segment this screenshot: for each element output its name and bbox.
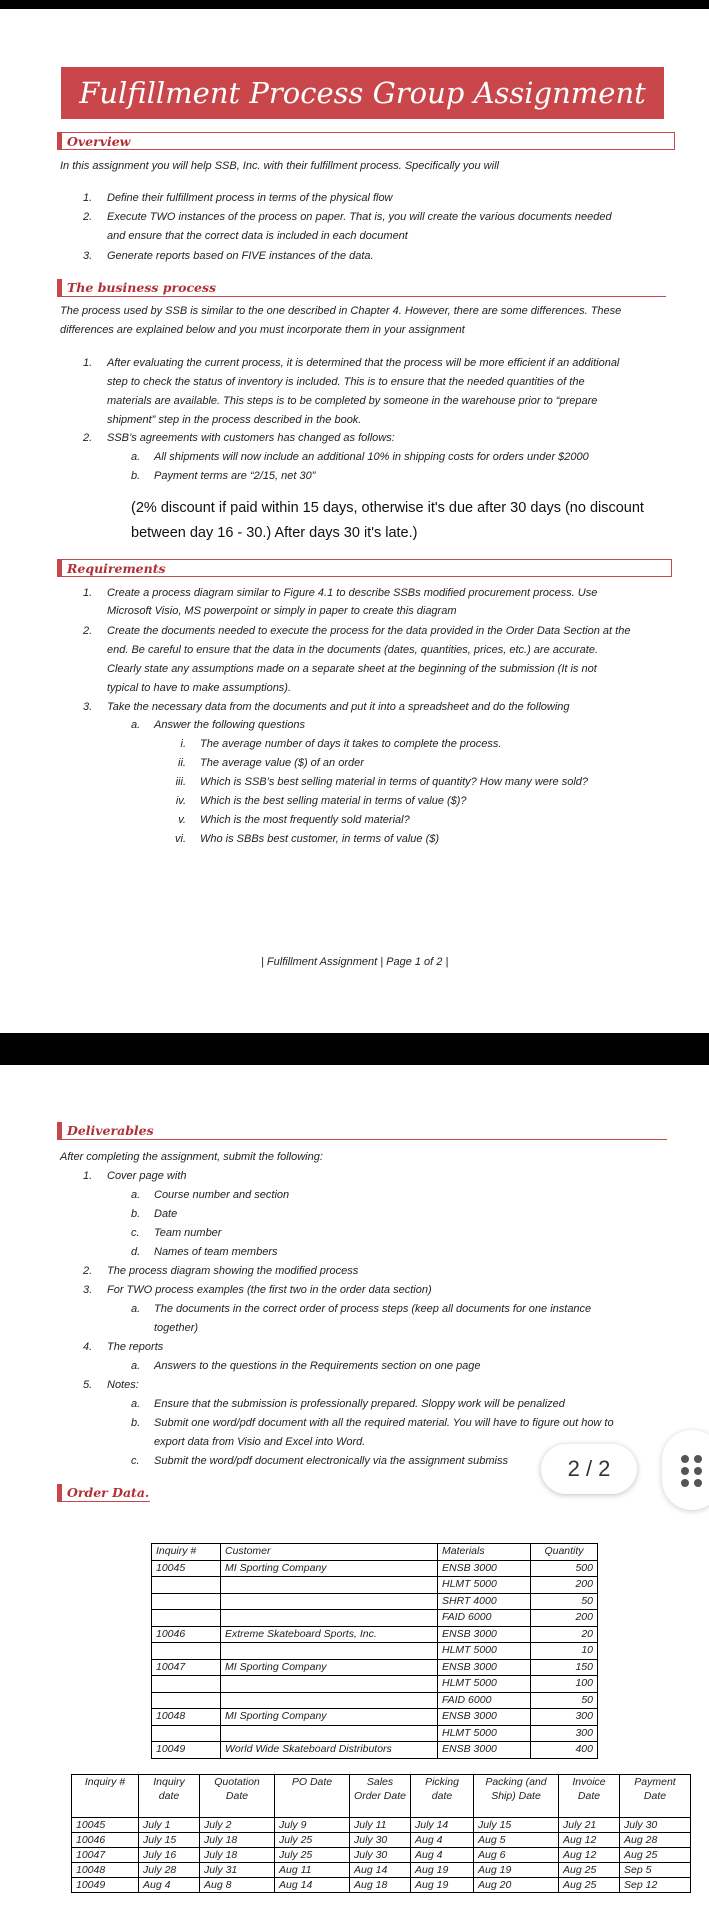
table-row: [152, 1626, 598, 1643]
table-cell: ENSB 3000: [438, 1659, 531, 1676]
table-row: [152, 1742, 598, 1759]
table-cell: [221, 1643, 438, 1660]
table-cell: ENSB 3000: [438, 1709, 531, 1726]
table-cell: 150: [531, 1659, 598, 1676]
table-cell: MI Sporting Company: [221, 1659, 438, 1676]
table-cell: Aug 18: [350, 1878, 411, 1893]
table-cell: 50: [531, 1692, 598, 1709]
list-letter: d.: [131, 1246, 141, 1258]
table-cell: Aug 19: [411, 1863, 474, 1878]
more-dot: [681, 1479, 689, 1487]
page-indicator: 2 / 2: [541, 1444, 637, 1494]
table-row: [152, 1560, 598, 1577]
table-cell: 10049: [72, 1878, 139, 1893]
list-item: end. Be careful to ensure that the data in the documents (dates, quantities, prices, etc.) are accurate.: [107, 644, 599, 656]
more-dot: [694, 1455, 702, 1463]
list-item: shipment” step in the process described in the book.: [107, 414, 362, 426]
list-letter: a.: [131, 719, 141, 731]
more-dot: [694, 1479, 702, 1487]
table-row: [152, 1659, 598, 1676]
top-bar: [0, 0, 709, 9]
order-table-header-cell: Customer: [221, 1544, 438, 1561]
more-dot: [681, 1467, 689, 1475]
table-cell: July 1: [139, 1818, 200, 1833]
list-item: Define their fulfillment process in terms of the physical flow: [107, 192, 393, 204]
list-item: export data from Visio and Excel into Word.: [154, 1436, 366, 1448]
list-number: 2.: [83, 1265, 93, 1277]
table-cell: July 9: [275, 1818, 350, 1833]
table-cell: Aug 8: [200, 1878, 275, 1893]
table-cell: Aug 19: [411, 1878, 474, 1893]
list-item: together): [154, 1322, 199, 1334]
dates-table-header-cell: Inquiry #: [72, 1775, 139, 1818]
table-cell: Aug 11: [275, 1863, 350, 1878]
table-cell: 300: [531, 1709, 598, 1726]
order-table-header-cell: Inquiry #: [152, 1544, 221, 1561]
table-cell: [221, 1725, 438, 1742]
question-number: iv.: [175, 795, 186, 807]
list-letter: a.: [131, 1360, 141, 1372]
dates-table-header-cell: Packing (and Ship) Date: [474, 1775, 559, 1818]
business-intro: The process used by SSB is similar to the one described in Chapter 4. However, there are some differences. These: [60, 305, 622, 317]
table-cell: 300: [531, 1725, 598, 1742]
table-row: [152, 1676, 598, 1693]
table-cell: 10045: [152, 1560, 221, 1577]
table-row: [72, 1863, 691, 1878]
list-item: Cover page with: [107, 1170, 187, 1182]
list-number: 3.: [83, 250, 93, 262]
table-cell: Aug 25: [620, 1848, 691, 1863]
list-item: step to check the status of inventory is included. This is to ensure that the needed quantities of the: [107, 376, 585, 388]
list-number: 1.: [83, 192, 93, 204]
section-order-data: Order Data.: [57, 1484, 150, 1502]
table-cell: ENSB 3000: [438, 1560, 531, 1577]
list-item: Payment terms are “2/15, net 30”: [154, 470, 316, 482]
table-row: [152, 1593, 598, 1610]
table-cell: [152, 1725, 221, 1742]
table-cell: July 21: [559, 1818, 620, 1833]
list-number: 3.: [83, 701, 93, 713]
overview-intro: In this assignment you will help SSB, Inc. with their fulfillment process. Specifically you will: [60, 160, 499, 172]
order-table: [151, 1543, 598, 1759]
table-cell: [152, 1593, 221, 1610]
section-deliverables: Deliverables: [57, 1122, 667, 1140]
list-item: The process diagram showing the modified process: [107, 1265, 359, 1277]
list-item: Team number: [154, 1227, 222, 1239]
table-cell: July 30: [350, 1833, 411, 1848]
page-footer: | Fulfillment Assignment | Page 1 of 2 |: [261, 956, 449, 968]
table-cell: July 18: [200, 1848, 275, 1863]
table-row: [152, 1725, 598, 1742]
table-cell: [152, 1577, 221, 1594]
table-cell: HLMT 5000: [438, 1577, 531, 1594]
question: The average value ($) of an order: [200, 757, 364, 769]
table-cell: Aug 14: [350, 1863, 411, 1878]
list-item: Names of team members: [154, 1246, 278, 1258]
dates-table-header-cell: PO Date: [275, 1775, 350, 1818]
list-item: Date: [154, 1208, 178, 1220]
list-item: Create the documents needed to execute the process for the data provided in the Order Data Section at the: [107, 625, 631, 637]
table-cell: [152, 1643, 221, 1660]
list-letter: a.: [131, 1189, 141, 1201]
table-cell: Aug 4: [139, 1878, 200, 1893]
question: Which is the most frequently sold material?: [200, 814, 410, 826]
table-row: [152, 1643, 598, 1660]
deliverables-intro: After completing the assignment, submit the following:: [60, 1151, 323, 1163]
table-cell: World Wide Skateboard Distributors: [221, 1742, 438, 1759]
table-row: [152, 1610, 598, 1627]
list-item: Submit the word/pdf document electronically via the assignment submiss: [154, 1455, 509, 1467]
table-row: [152, 1577, 598, 1594]
dates-table-header-cell: Payment Date: [620, 1775, 691, 1818]
table-cell: Extreme Skateboard Sports, Inc.: [221, 1626, 438, 1643]
table-cell: Aug 4: [411, 1848, 474, 1863]
dates-table-header-cell: Sales Order Date: [350, 1775, 411, 1818]
table-cell: SHRT 4000: [438, 1593, 531, 1610]
section-requirements: Requirements: [57, 559, 672, 577]
list-number: 2.: [83, 211, 93, 223]
list-item: Execute TWO instances of the process on paper. That is, you will create the various documents needed: [107, 211, 612, 223]
list-item: Answers to the questions in the Requirements section on one page: [154, 1360, 481, 1372]
table-cell: July 31: [200, 1863, 275, 1878]
more-options-button[interactable]: [662, 1430, 709, 1510]
dates-table-header: [72, 1775, 691, 1818]
table-cell: MI Sporting Company: [221, 1709, 438, 1726]
list-item: Create a process diagram similar to Figure 4.1 to describe SSBs modified procurement process. Use: [107, 587, 598, 599]
table-cell: July 2: [200, 1818, 275, 1833]
more-dot: [681, 1455, 689, 1463]
table-cell: Aug 19: [474, 1863, 559, 1878]
question: Which is SSB’s best selling material in terms of quantity? How many were sold?: [200, 776, 589, 788]
order-table-header: [152, 1544, 598, 1561]
list-letter: c.: [131, 1227, 140, 1239]
table-cell: July 11: [350, 1818, 411, 1833]
list-item: Answer the following questions: [154, 719, 306, 731]
order-table-header-cell: Materials: [438, 1544, 531, 1561]
table-cell: 20: [531, 1626, 598, 1643]
table-cell: July 15: [139, 1833, 200, 1848]
table-cell: July 16: [139, 1848, 200, 1863]
list-letter: b.: [131, 1417, 141, 1429]
table-cell: 200: [531, 1610, 598, 1627]
question: Which is the best selling material in terms of value ($)?: [200, 795, 467, 807]
payment-note: between day 16 - 30.) After days 30 it's late.): [131, 525, 418, 541]
list-item: For TWO process examples (the first two in the order data section): [107, 1284, 432, 1296]
table-cell: Aug 4: [411, 1833, 474, 1848]
list-number: 2.: [83, 625, 93, 637]
list-number: 3.: [83, 1284, 93, 1296]
question-number: iii.: [175, 776, 186, 788]
dates-table-header-cell: Invoice Date: [559, 1775, 620, 1818]
table-cell: 10046: [72, 1833, 139, 1848]
table-cell: July 18: [200, 1833, 275, 1848]
list-letter: a.: [131, 1303, 141, 1315]
list-item: After evaluating the current process, it is determined that the process will be more efficient if an additional: [107, 357, 620, 369]
business-intro: differences are explained below and you must incorporate them in your assignment: [60, 324, 465, 336]
question-number: vi.: [175, 833, 186, 845]
table-cell: 400: [531, 1742, 598, 1759]
table-cell: July 30: [620, 1818, 691, 1833]
table-cell: 10046: [152, 1626, 221, 1643]
list-item: and ensure that the correct data is included in each document: [107, 230, 408, 242]
list-letter: b.: [131, 470, 141, 482]
dates-table: [71, 1774, 691, 1893]
list-number: 1.: [83, 587, 93, 599]
table-cell: 10: [531, 1643, 598, 1660]
list-item: The reports: [107, 1341, 164, 1353]
list-number: 1.: [83, 357, 93, 369]
list-letter: a.: [131, 1398, 141, 1410]
question: Who is SBBs best customer, in terms of value ($): [200, 833, 440, 845]
page-title: Fulfillment Process Group Assignment: [61, 67, 664, 119]
table-cell: Aug 25: [559, 1863, 620, 1878]
table-cell: July 28: [139, 1863, 200, 1878]
table-cell: 10048: [72, 1863, 139, 1878]
table-cell: July 14: [411, 1818, 474, 1833]
table-row: [72, 1818, 691, 1833]
table-cell: [221, 1676, 438, 1693]
list-number: 4.: [83, 1341, 93, 1353]
table-cell: July 15: [474, 1818, 559, 1833]
table-cell: FAID 6000: [438, 1610, 531, 1627]
question-number: v.: [178, 814, 186, 826]
list-item: Ensure that the submission is professionally prepared. Sloppy work will be penalized: [154, 1398, 565, 1410]
list-letter: c.: [131, 1455, 140, 1467]
table-cell: ENSB 3000: [438, 1742, 531, 1759]
table-cell: Aug 12: [559, 1833, 620, 1848]
list-number: 1.: [83, 1170, 93, 1182]
table-cell: Aug 12: [559, 1848, 620, 1863]
list-item: Clearly state any assumptions made on a separate sheet at the beginning of the submission (It is not: [107, 663, 597, 675]
table-cell: [221, 1593, 438, 1610]
table-cell: Sep 12: [620, 1878, 691, 1893]
table-cell: ENSB 3000: [438, 1626, 531, 1643]
table-cell: 200: [531, 1577, 598, 1594]
table-cell: [221, 1610, 438, 1627]
table-cell: [152, 1692, 221, 1709]
table-row: [72, 1848, 691, 1863]
dates-table-header-cell: Inquiry date: [139, 1775, 200, 1818]
table-cell: 10047: [152, 1659, 221, 1676]
list-item: Microsoft Visio, MS powerpoint or simply in paper to create this diagram: [107, 605, 457, 617]
table-cell: July 25: [275, 1833, 350, 1848]
table-cell: [221, 1577, 438, 1594]
table-cell: Aug 5: [474, 1833, 559, 1848]
table-cell: 10049: [152, 1742, 221, 1759]
table-cell: July 30: [350, 1848, 411, 1863]
list-letter: a.: [131, 451, 141, 463]
list-item: Generate reports based on FIVE instances of the data.: [107, 250, 374, 262]
question: The average number of days it takes to complete the process.: [200, 738, 502, 750]
question-number: ii.: [178, 757, 186, 769]
table-row: [152, 1709, 598, 1726]
table-cell: [221, 1692, 438, 1709]
dates-table-header-cell: Picking date: [411, 1775, 474, 1818]
list-item: All shipments will now include an additional 10% in shipping costs for orders under $2000: [154, 451, 589, 463]
list-item: SSB’s agreements with customers has changed as follows:: [107, 432, 395, 444]
table-cell: HLMT 5000: [438, 1725, 531, 1742]
more-dot: [694, 1467, 702, 1475]
list-item: Notes:: [107, 1379, 139, 1391]
table-cell: Aug 28: [620, 1833, 691, 1848]
payment-note: (2% discount if paid within 15 days, otherwise it's due after 30 days (no discount: [131, 500, 644, 516]
table-row: [152, 1692, 598, 1709]
section-business-process: The business process: [57, 279, 666, 297]
table-cell: HLMT 5000: [438, 1676, 531, 1693]
list-item: The documents in the correct order of process steps (keep all documents for one instance: [154, 1303, 592, 1315]
table-cell: FAID 6000: [438, 1692, 531, 1709]
table-cell: Sep 5: [620, 1863, 691, 1878]
list-letter: b.: [131, 1208, 141, 1220]
table-cell: 500: [531, 1560, 598, 1577]
table-cell: [152, 1610, 221, 1627]
list-item: Take the necessary data from the documents and put it into a spreadsheet and do the following: [107, 701, 570, 713]
table-cell: MI Sporting Company: [221, 1560, 438, 1577]
page-separator: [0, 1033, 709, 1065]
table-cell: Aug 6: [474, 1848, 559, 1863]
list-item: Course number and section: [154, 1189, 290, 1201]
list-item: Submit one word/pdf document with all the required material. You will have to figure out how to: [154, 1417, 614, 1429]
table-cell: [152, 1676, 221, 1693]
table-cell: 10047: [72, 1848, 139, 1863]
table-cell: 50: [531, 1593, 598, 1610]
table-row: [72, 1833, 691, 1848]
table-cell: 10048: [152, 1709, 221, 1726]
table-cell: Aug 20: [474, 1878, 559, 1893]
list-item: materials are available. This steps is to be completed by someone in the warehouse prior to “prepare: [107, 395, 598, 407]
question-number: i.: [180, 738, 186, 750]
list-item: typical to have to make assumptions).: [107, 682, 292, 694]
table-cell: Aug 25: [559, 1878, 620, 1893]
table-cell: Aug 14: [275, 1878, 350, 1893]
table-cell: 100: [531, 1676, 598, 1693]
table-row: [72, 1878, 691, 1893]
order-table-header-cell: Quantity: [531, 1544, 598, 1561]
list-number: 2.: [83, 432, 93, 444]
table-cell: HLMT 5000: [438, 1643, 531, 1660]
table-cell: July 25: [275, 1848, 350, 1863]
section-overview: Overview: [57, 132, 675, 150]
table-cell: 10045: [72, 1818, 139, 1833]
list-number: 5.: [83, 1379, 93, 1391]
dates-table-header-cell: Quotation Date: [200, 1775, 275, 1818]
